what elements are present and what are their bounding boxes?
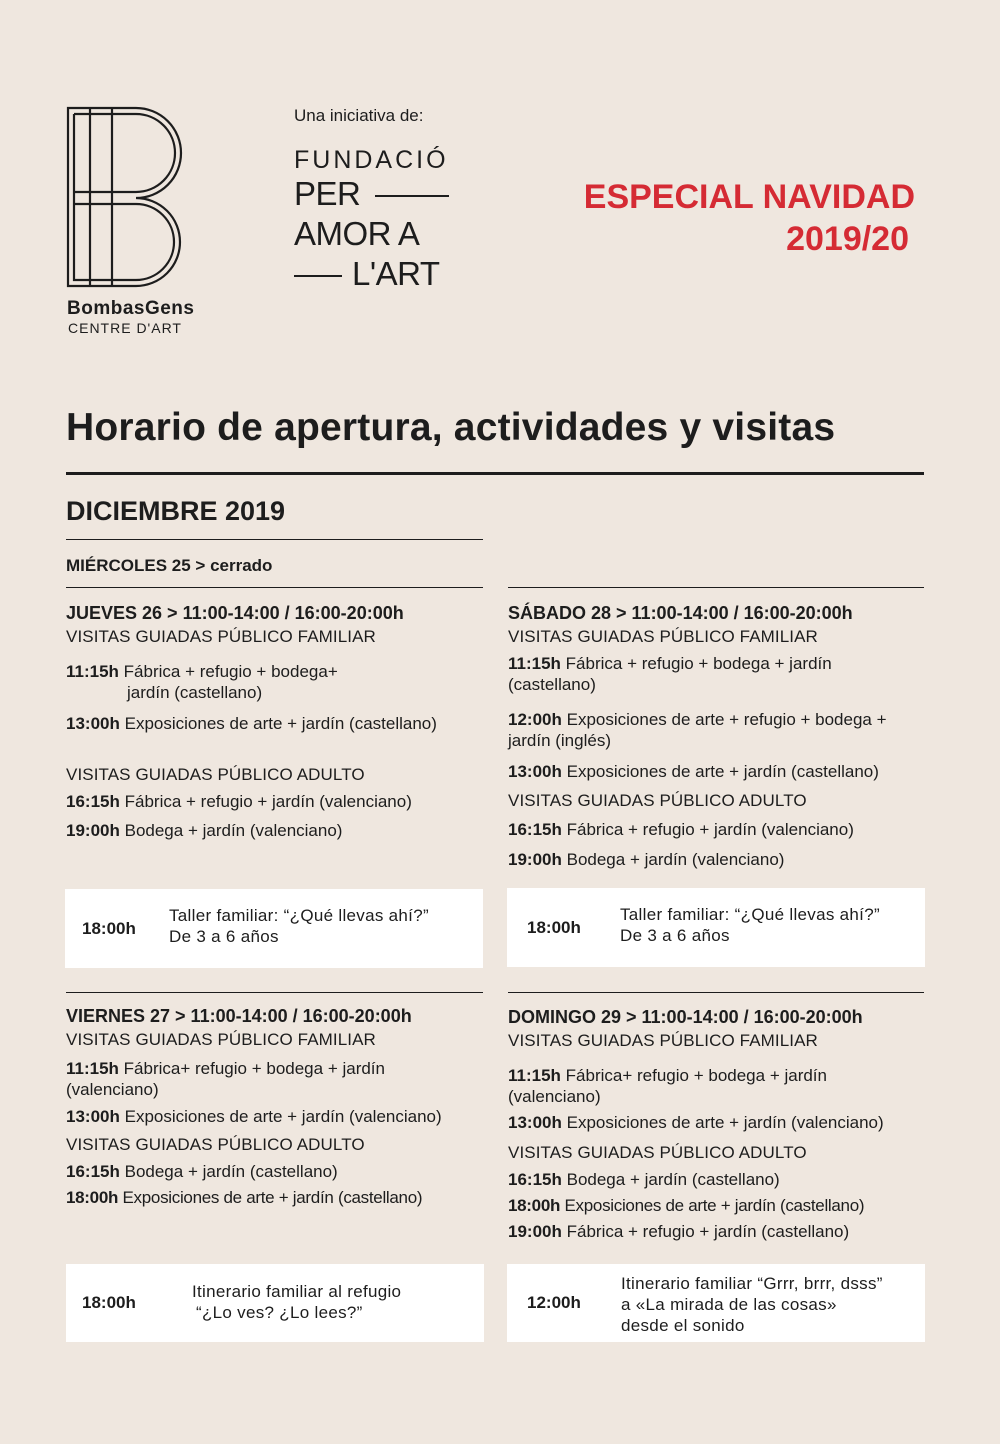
month-heading: DICIEMBRE 2019: [66, 496, 286, 526]
month-divider: [66, 539, 483, 540]
section-title-familiar: VISITAS GUIADAS PÚBLICO FAMILIAR: [66, 627, 376, 646]
day-heading: DOMINGO 29 > 11:00-14:00 / 16:00-20:00h: [508, 1007, 863, 1027]
list-item-continuation: (valenciano): [66, 1080, 159, 1099]
activity-time: 18:00h: [527, 917, 581, 937]
foundation-line-2: PER: [294, 174, 449, 214]
list-item: 19:00h Bodega + jardín (valenciano): [66, 821, 343, 840]
activity-box: [65, 889, 483, 968]
initiative-label: Una iniciativa de:: [294, 106, 424, 125]
title-divider: [66, 472, 924, 475]
section-title-familiar: VISITAS GUIADAS PÚBLICO FAMILIAR: [508, 1031, 818, 1050]
activity-text: Itinerario familiar “Grrr, brrr, dsss” a «La mirada de las cosas» desde el sonido: [621, 1274, 883, 1335]
logo-subtitle: CENTRE D'ART: [68, 320, 182, 336]
list-item-continuation: (castellano): [508, 675, 596, 694]
list-item: 11:15h Fábrica+ refugio + bodega + jardín: [508, 1066, 827, 1085]
list-item: 16:15h Bodega + jardín (castellano): [66, 1162, 338, 1181]
list-item: 19:00h Bodega + jardín (valenciano): [508, 850, 785, 869]
page-title: Horario de apertura, actividades y visitas: [66, 406, 836, 449]
list-item-continuation: jardín (inglés): [508, 731, 611, 750]
list-item-continuation: jardín (castellano): [127, 683, 263, 702]
bombasgens-logo-icon: [66, 106, 212, 288]
day-block-domingo: [508, 1007, 928, 1242]
list-item: 13:00h Exposiciones de arte + jardín (valenciano): [66, 1107, 442, 1126]
list-item: 11:15h Fábrica+ refugio + bodega + jardín: [66, 1059, 385, 1078]
list-item: 12:00h Exposiciones de arte + refugio + bodega +: [508, 710, 887, 729]
list-item: 18:00h Exposiciones de arte + jardín (castellano): [66, 1188, 423, 1207]
section-title-adulto: VISITAS GUIADAS PÚBLICO ADULTO: [508, 1143, 807, 1162]
section-title-familiar: VISITAS GUIADAS PÚBLICO FAMILIAR: [66, 1030, 376, 1049]
day-block-sabado: [508, 603, 928, 870]
list-item: 16:15h Fábrica + refugio + jardín (valenciano): [508, 820, 854, 839]
list-item: 19:00h Fábrica + refugio + jardín (castellano): [508, 1222, 850, 1241]
divider: [66, 992, 483, 993]
section-title-familiar: VISITAS GUIADAS PÚBLICO FAMILIAR: [508, 627, 818, 646]
activity-box: [507, 888, 925, 967]
closed-day: MIÉRCOLES 25 > cerrado: [66, 556, 273, 575]
list-item: 18:00h Exposiciones de arte + jardín (castellano): [508, 1196, 865, 1215]
section-title-adulto: VISITAS GUIADAS PÚBLICO ADULTO: [66, 765, 365, 784]
activity-box: [66, 1264, 484, 1342]
activity-time: 12:00h: [527, 1293, 581, 1312]
list-item: 13:00h Exposiciones de arte + jardín (castellano): [66, 714, 437, 733]
list-item: 13:00h Exposiciones de arte + jardín (castellano): [508, 762, 879, 781]
activity-text: Taller familiar: “¿Qué llevas ahí?” De 3 a 6 años: [620, 905, 880, 945]
activity-time: 18:00h: [82, 918, 136, 938]
special-title-line-2: 2019/20: [786, 220, 909, 258]
list-item: 16:15h Bodega + jardín (castellano): [508, 1170, 780, 1189]
day-heading: SÁBADO 28 > 11:00-14:00 / 16:00-20:00h: [508, 603, 853, 623]
special-title-line-1: ESPECIAL NAVIDAD: [583, 178, 915, 216]
special-title: [584, 176, 915, 260]
activity-text: Taller familiar: “¿Qué llevas ahí?” De 3 a 6 años: [169, 906, 429, 946]
divider: [508, 992, 924, 993]
foundation-line-1: FUNDACIÓ: [294, 146, 449, 174]
day-heading: JUEVES 26 > 11:00-14:00 / 16:00-20:00h: [66, 603, 404, 623]
list-item: 16:15h Fábrica + refugio + jardín (valenciano): [66, 792, 412, 811]
list-item: 11:15h Fábrica + refugio + bodega + jardín: [508, 654, 832, 673]
logo-name: BombasGens: [67, 298, 195, 319]
foundation-line-3: AMOR A: [294, 215, 420, 252]
activity-text: Itinerario familiar al refugio “¿Lo ves? ¿Lo lees?”: [192, 1282, 402, 1322]
divider: [66, 587, 483, 588]
section-title-adulto: VISITAS GUIADAS PÚBLICO ADULTO: [508, 791, 807, 810]
day-block-jueves: [66, 603, 486, 841]
activity-time: 18:00h: [82, 1293, 136, 1312]
list-item: 11:15h Fábrica + refugio + bodega+: [66, 662, 338, 681]
day-block-viernes: [66, 1006, 486, 1208]
section-title-adulto: VISITAS GUIADAS PÚBLICO ADULTO: [66, 1135, 365, 1154]
day-heading: VIERNES 27 > 11:00-14:00 / 16:00-20:00h: [66, 1006, 412, 1026]
activity-box: [507, 1264, 925, 1342]
list-item-continuation: (valenciano): [508, 1087, 601, 1106]
divider: [508, 587, 924, 588]
list-item: 13:00h Exposiciones de arte + jardín (valenciano): [508, 1113, 884, 1132]
foundation-line-4: L'ART: [294, 254, 440, 294]
